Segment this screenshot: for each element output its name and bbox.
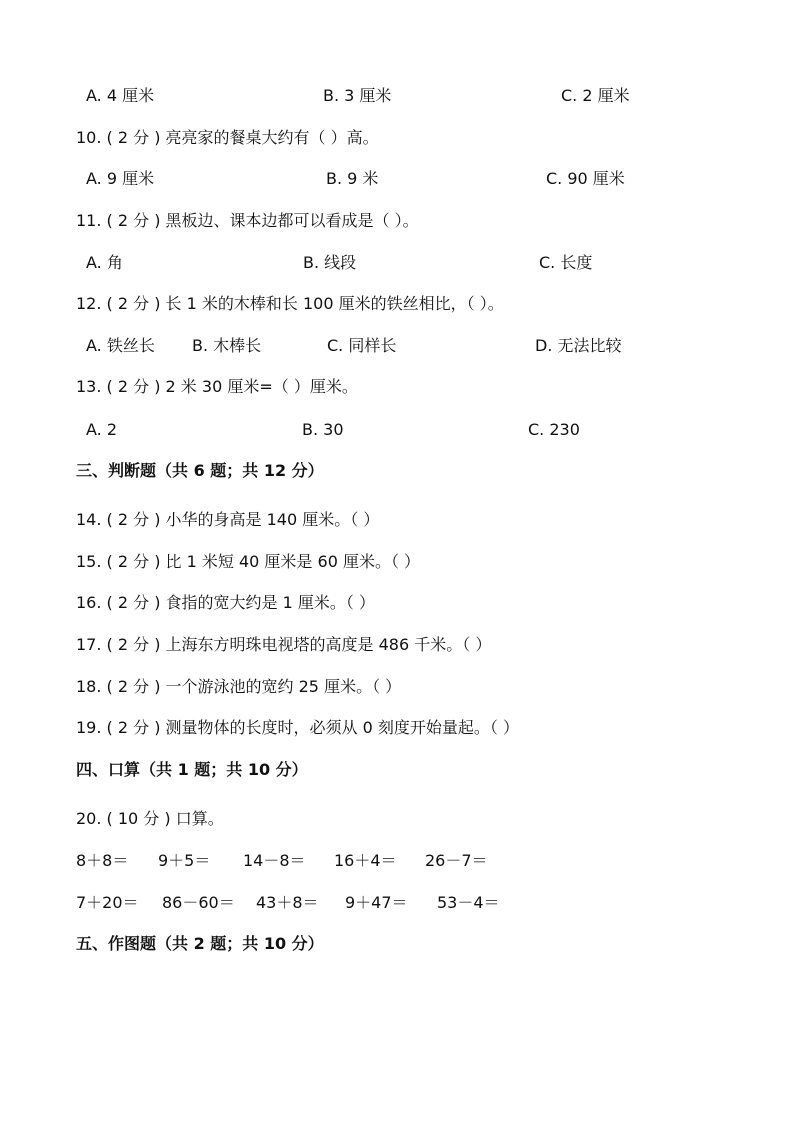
q10-text: 10. ( 2 分 ) 亮亮家的餐桌大约有（ ）高。	[76, 128, 379, 147]
section-drawing-heading: 五、作图题（共 2 题；共 10 分）	[76, 934, 324, 953]
q10-option-b: B. 9 米	[326, 169, 379, 188]
calc-2-1: 7＋20＝	[76, 893, 139, 912]
calc-2-2: 86－60＝	[162, 893, 235, 912]
q15-text: 15. ( 2 分 ) 比 1 米短 40 厘米是 60 厘米。（ ）	[76, 552, 421, 571]
q9-option-a: A. 4 厘米	[86, 86, 155, 105]
q16-text: 16. ( 2 分 ) 食指的宽大约是 1 厘米。（ ）	[76, 593, 375, 612]
calc-2-3: 43＋8＝	[256, 893, 319, 912]
calc-1-2: 9＋5＝	[158, 851, 211, 870]
q13-text: 13. ( 2 分 ) 2 米 30 厘米=（ ）厘米。	[76, 377, 358, 396]
calc-1-4: 16＋4＝	[334, 851, 397, 870]
q9-option-b: B. 3 厘米	[323, 86, 392, 105]
q13-option-b: B. 30	[302, 420, 344, 439]
q9-option-c: C. 2 厘米	[561, 86, 630, 105]
q18-text: 18. ( 2 分 ) 一个游泳池的宽约 25 厘米。（ ）	[76, 677, 402, 696]
q11-option-c: C. 长度	[539, 253, 593, 272]
q11-text: 11. ( 2 分 ) 黑板边、课本边都可以看成是（ ）。	[76, 211, 419, 230]
q20-text: 20. ( 10 分 ) 口算。	[76, 809, 224, 828]
calc-1-5: 26－7＝	[425, 851, 488, 870]
q12-option-c: C. 同样长	[327, 336, 397, 355]
section-judge-heading: 三、判断题（共 6 题；共 12 分）	[76, 461, 324, 480]
q19-text: 19. ( 2 分 ) 测量物体的长度时，必须从 0 刻度开始量起。（ ）	[76, 718, 519, 737]
q13-option-a: A. 2	[86, 420, 118, 439]
calc-1-3: 14－8＝	[243, 851, 306, 870]
q10-option-c: C. 90 厘米	[546, 169, 625, 188]
calc-1-1: 8＋8＝	[76, 851, 129, 870]
q14-text: 14. ( 2 分 ) 小华的身高是 140 厘米。（ ）	[76, 510, 380, 529]
q17-text: 17. ( 2 分 ) 上海东方明珠电视塔的高度是 486 千米。（ ）	[76, 635, 492, 654]
q12-option-b: B. 木棒长	[192, 336, 262, 355]
q13-option-c: C. 230	[528, 420, 580, 439]
calc-2-5: 53－4＝	[437, 893, 500, 912]
section-mental-math-heading: 四、口算（共 1 题；共 10 分）	[76, 760, 308, 779]
q11-option-a: A. 角	[86, 253, 123, 272]
q12-option-d: D. 无法比较	[535, 336, 622, 355]
q11-option-b: B. 线段	[303, 253, 357, 272]
q10-option-a: A. 9 厘米	[86, 169, 155, 188]
q12-option-a: A. 铁丝长	[86, 336, 155, 355]
q12-text: 12. ( 2 分 ) 长 1 米的木棒和长 100 厘米的铁丝相比，（ ）。	[76, 294, 504, 313]
calc-2-4: 9＋47＝	[345, 893, 408, 912]
